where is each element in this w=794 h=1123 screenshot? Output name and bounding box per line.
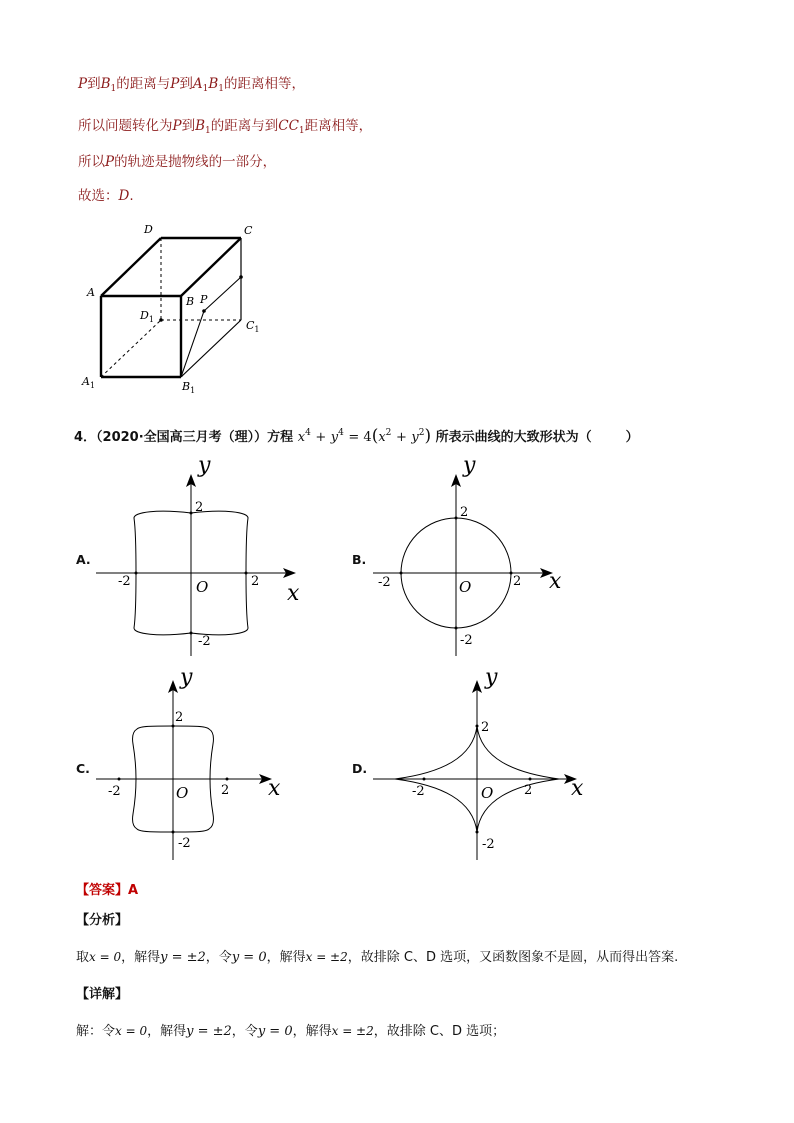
equation [297,426,436,446]
tick-label-y-pos: 2 [195,500,204,515]
edge-b1-c1 [181,320,241,377]
detail-heading [76,983,128,1002]
var-d: D [118,188,130,204]
x-axis-label: x [268,776,281,801]
subscript: 1 [205,126,211,136]
option-label-c: C. [76,761,90,776]
tick-label-x-neg: -2 [108,784,121,799]
text: ，令 [231,1024,258,1039]
y-axis-label: y [485,665,498,690]
tick-label-y-pos: 2 [481,720,490,735]
label-a1: $A_1$ [82,375,96,390]
solution-line-1 [78,72,305,94]
answer-value: A [128,883,139,898]
label-b: B [186,295,195,308]
var-b: B [100,76,111,92]
tick-label-x-neg: -2 [118,574,131,589]
tick-label-x-pos: 2 [513,574,522,589]
point-d1 [159,318,163,322]
tick-dot [529,778,532,781]
tick-dot [455,517,458,520]
answer-line [76,879,138,898]
text: 的距离与 [116,76,171,92]
text: 故选： [78,188,119,204]
math: x = 0 [89,950,122,964]
math: y = 0 [257,1024,293,1039]
text: ，解得 [147,1024,187,1039]
question-source: （2020·全国高三月考（理）） [96,430,268,445]
text: 到 [179,76,193,92]
math: y = ±2 [160,950,206,965]
solution-line-3 [78,150,276,170]
origin-label: O [196,578,209,596]
tick-dot [172,831,175,834]
tick-label-y-pos: 2 [175,710,184,725]
x-axis-label: x [287,581,300,606]
text: ，令 [205,950,232,965]
edge-b-c [181,238,241,296]
eq-exp: 2 [385,428,392,438]
var-p: P [170,76,180,92]
eq-paren: ( [371,426,379,446]
question-4 [74,426,639,446]
question-text: 所表示曲线的大致形状为（ [435,430,592,445]
option-label-d: D. [352,761,368,776]
question-number: 4． [74,430,97,445]
subscript: 1 [110,84,117,94]
text: . [129,188,134,204]
text: ，解得 [292,1024,332,1039]
tick-dot [135,572,138,575]
tick-dot [400,572,403,575]
label-b1: $B_1$ [182,380,196,395]
tick-dot [476,831,479,834]
option-label-a: A. [76,552,91,567]
eq-y: y [411,430,419,445]
tick-label-x-neg: -2 [378,575,391,590]
label-c1: $C_1$ [246,319,260,334]
eq-plus: + [395,430,407,445]
tick-label-x-neg: -2 [412,784,425,799]
var-cc: CC [278,118,299,134]
text: ，故排除 C、D 选项，又函数图象不是圆，从而得出答案. [347,950,679,965]
eq-exp: 2 [418,428,425,438]
var-a: A [192,76,203,92]
x-axis-label: x [571,776,584,801]
subscript: 1 [218,84,224,94]
text: 距离相等， [304,118,373,134]
subscript: 1 [202,84,209,94]
var-b: B [195,118,206,134]
solution-line-2 [78,114,372,136]
math: x = ±2 [331,1024,374,1038]
tick-dot [455,627,458,630]
origin-label: O [481,784,494,802]
option-d-graph [373,665,603,868]
option-a-graph [96,453,326,660]
text: ，故排除 C、D 选项； [373,1024,506,1039]
tick-label-x-pos: 2 [251,574,260,589]
math: x = 0 [115,1024,148,1038]
option-b-graph [373,453,603,660]
y-axis-label: y [198,453,211,478]
label-c: C [244,224,253,237]
detail-line [76,1020,505,1039]
label-d: D [144,223,153,236]
tick-label-y-neg: -2 [482,837,495,852]
text: 的距离与到 [210,118,279,134]
tick-dot [423,778,426,781]
var-p: P [172,118,182,134]
eq-x: x [297,430,306,445]
tick-label-y-pos: 2 [460,505,469,520]
eq-y: y [330,430,339,445]
eq-exp: 4 [338,428,344,438]
var-p: P [78,76,88,92]
trajectory-curve [181,277,241,377]
text: 的距离相等， [223,76,305,92]
tick-dot [118,778,121,781]
detail-heading-text: 【详解】 [76,987,129,1002]
tick-label-y-neg: -2 [178,836,191,851]
point-p [202,309,206,313]
tick-dot [476,725,479,728]
y-axis-label: y [463,453,476,478]
var-p: P [105,154,115,170]
math: y = ±2 [186,1024,232,1039]
eq-paren: ) [424,426,432,446]
text: 解：令 [76,1024,116,1039]
tick-label-x-pos: 2 [221,783,230,798]
eq-exp: 4 [305,428,311,438]
tick-dot [226,778,229,781]
subscript: 1 [298,126,305,136]
eq-equals: = 4 [348,430,372,445]
tick-label-y-neg: -2 [460,633,473,648]
option-c-graph [96,665,326,868]
text: ，解得 [266,950,306,965]
answer-heading: 【答案】 [76,883,129,898]
label-a: A [87,286,95,299]
var-b: B [208,76,219,92]
math: x = ±2 [305,950,348,964]
origin-label: O [459,578,472,596]
tick-label-y-neg: -2 [198,634,211,649]
question-blank-close: ） [625,430,639,445]
text: 的轨迹是抛物线的一部分， [114,154,277,170]
text: 取 [76,950,90,965]
origin-label: O [176,784,189,802]
question-text: 方程 [267,430,294,445]
eq-x: x [378,430,386,445]
analysis-line [76,946,678,965]
tick-dot [190,632,193,635]
text: 所以问题转化为 [78,118,173,134]
x-axis-label: x [549,569,562,594]
edge-a1-d1-hidden [101,320,161,377]
analysis-heading [76,909,128,928]
text: 到 [181,118,196,134]
text: 所以 [78,154,105,170]
analysis-heading-text: 【分析】 [76,913,129,928]
cube-figure [78,222,278,402]
tick-label-x-pos: 2 [524,783,533,798]
point-on-cc1 [239,275,243,279]
label-d1: $D_1$ [140,309,154,324]
solution-line-4 [78,184,134,204]
text: ，解得 [121,950,161,965]
math: y = 0 [231,950,267,965]
option-label-b: B. [352,552,367,567]
eq-plus: + [315,430,327,445]
edge-a-d [101,238,161,296]
tick-dot [190,512,193,515]
y-axis-label: y [180,665,193,690]
label-p: P [200,293,208,306]
text: 到 [87,76,101,92]
tick-dot [245,572,248,575]
